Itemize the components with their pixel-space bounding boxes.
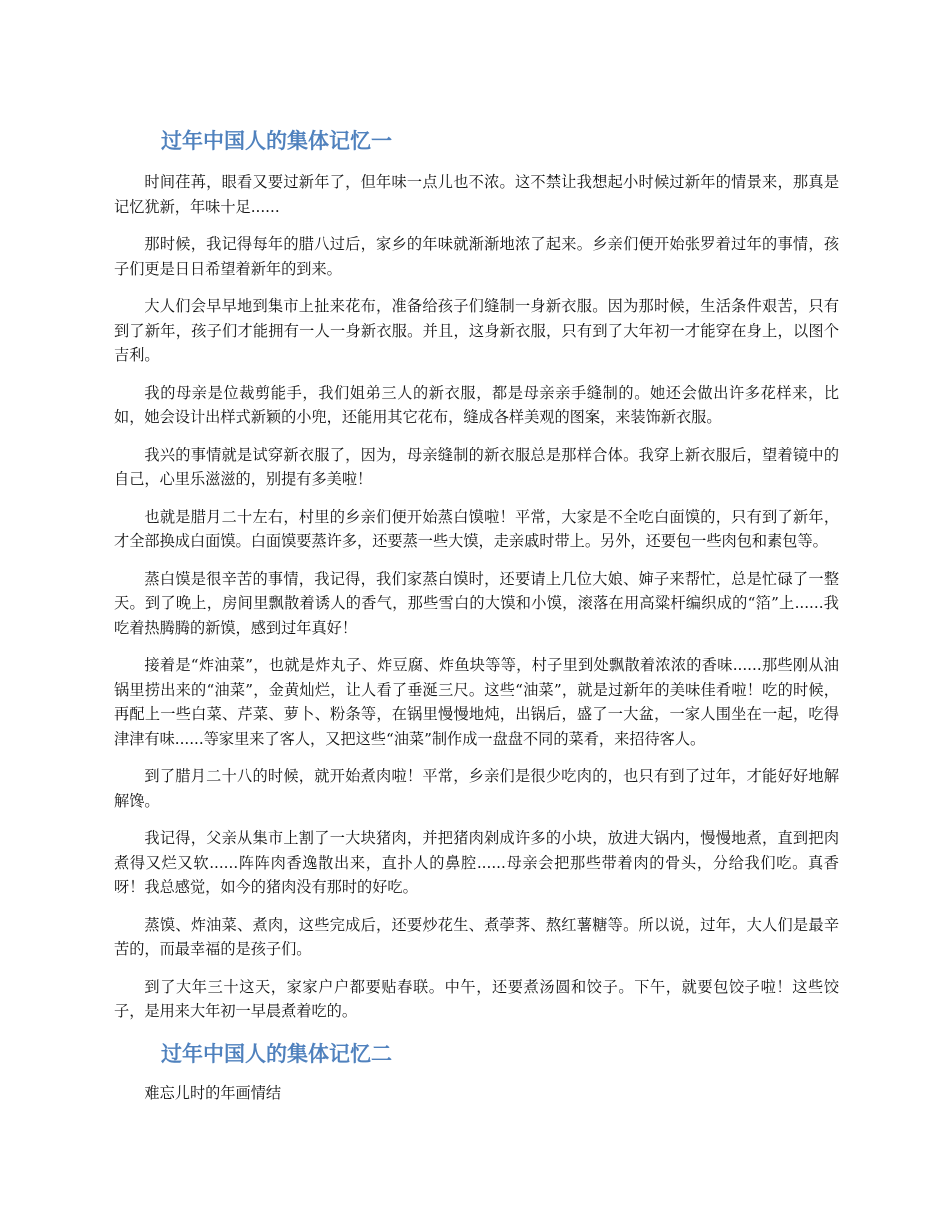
paragraph: 到了大年三十这天，家家户户都要贴春联。中午，还要煮汤圆和饺子。下午，就要包饺子啦！这些饺子，是用来大年初一早晨煮着吃的。 — [114, 977, 839, 1020]
paragraph: 大人们会早早地到集市上扯来花布，准备给孩子们缝制一身新衣服。因为那时候，生活条件艰苦，只有到了新年，孩子们才能拥有一人一身新衣服。并且，这身新衣服，只有到了大年初一才能穿在身上，以图个吉利。 — [114, 297, 839, 364]
paragraph: 我兴的事情就是试穿新衣服了，因为，母亲缝制的新衣服总是那样合体。我穿上新衣服后，望着镜中的自己，心里乐滋滋的，别提有多美啦！ — [114, 445, 839, 488]
section-title-1: 过年中国人的集体记忆一 — [161, 129, 392, 153]
paragraph: 蒸白馍是很辛苦的事情，我记得，我们家蒸白馍时，还要请上几位大娘、婶子来帮忙，总是忙碌了一整天。到了晚上，房间里飘散着诱人的香气，那些雪白的大馍和小馍，滚落在用高粱杆编织成的“箔”上......我吃着热腾腾的新馍，感到过年真好！ — [114, 569, 839, 637]
paragraph: 那时候，我记得每年的腊八过后，家乡的年味就渐渐地浓了起来。乡亲们便开始张罗着过年的事情，孩子们更是日日希望着新年的到来。 — [114, 235, 839, 278]
paragraph: 到了腊月二十八的时候，就开始煮肉啦！平常，乡亲们是很少吃肉的，也只有到了过年，才能好好地解解馋。 — [114, 767, 839, 810]
section-title-2: 过年中国人的集体记忆二 — [161, 1041, 392, 1066]
paragraph: 也就是腊月二十左右，村里的乡亲们便开始蒸白馍啦！平常，大家是不全吃白面馍的，只有到了新年，才全部换成白面馍。白面馍要蒸许多，还要蒸一些大馍，走亲戚时带上。另外，还要包一些肉包和素包等。 — [114, 507, 839, 550]
paragraph: 蒸馍、炸油菜、煮肉，这些完成后，还要炒花生、煮荸荠、熬红薯糖等。所以说，过年，大人们是最辛苦的，而最幸福的是孩子们。 — [114, 915, 839, 958]
paragraph: 难忘儿时的年画情结 — [144, 1083, 282, 1102]
document-content — [114, 124, 839, 1118]
paragraph: 接着是“炸油菜”，也就是炸丸子、炸豆腐、炸鱼块等等，村子里到处飘散着浓浓的香味......那些刚从油锅里捞出来的“油菜”，金黄灿烂，让人看了垂涎三尺。这些“油菜”，就是过新年的美味佳肴啦！吃的时候，再配上一些白菜、芹菜、萝卜、粉条等，在锅里慢慢地炖，出锅后，盛了一大盆，一家人围坐在一起，吃得津津有味......等家里来了客人，又把这些“油菜”制作成一盘盘不同的菜肴，来招待客人。 — [114, 656, 839, 748]
paragraph: 我记得，父亲从集市上割了一大块猪肉，并把猪肉剁成许多的小块，放进大锅内，慢慢地煮，直到把肉煮得又烂又软......阵阵肉香逸散出来，直扑人的鼻腔......母亲会把那些带着肉的骨头，分给我们吃。真香呀！我总感觉，如今的猪肉没有那时的好吃。 — [114, 829, 839, 896]
paragraph: 我的母亲是位裁剪能手，我们姐弟三人的新衣服，都是母亲亲手缝制的。她还会做出许多花样来，比如，她会设计出样式新颖的小兜，还能用其它花布，缝成各样美观的图案，来装饰新衣服。 — [114, 383, 839, 426]
paragraph: 时间荏苒，眼看又要过新年了，但年味一点儿也不浓。这不禁让我想起小时候过新年的情景来，那真是记忆犹新，年味十足...... — [114, 173, 839, 216]
